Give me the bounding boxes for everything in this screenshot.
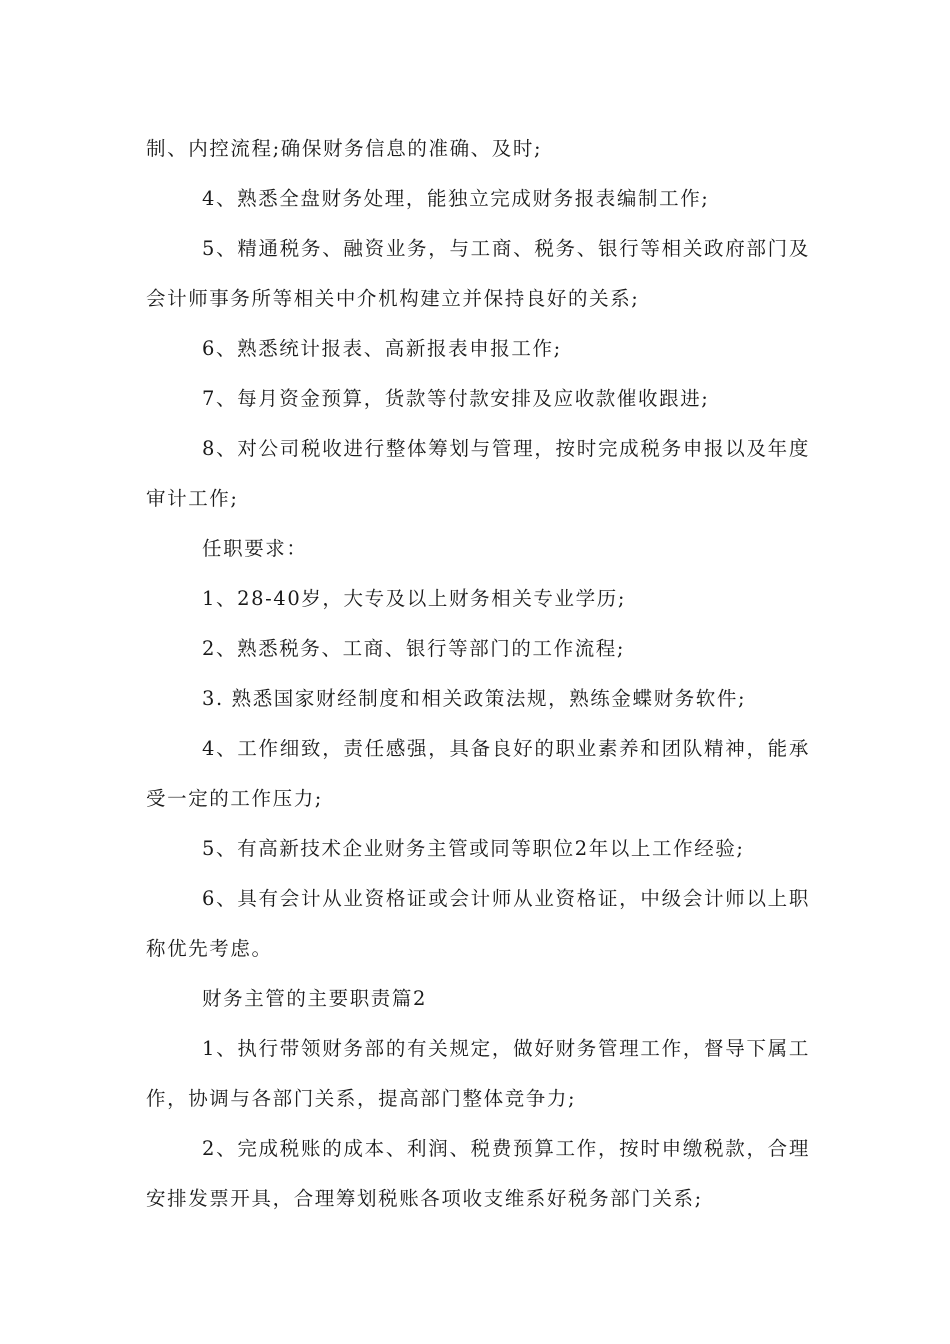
section-heading-part-2: 财务主管的主要职责篇2 <box>202 987 428 1010</box>
paragraph-3: 5、精通税务、融资业务，与工商、税务、银行等相关政府部门及会计师事务所等相关中介机构建立并保持良好的关系; <box>146 237 810 310</box>
paragraph-11: 4、工作细致，责任感强，具备良好的职业素养和团队精神，能承受一定的工作压力; <box>146 737 810 810</box>
document-body <box>146 124 810 1224</box>
paragraph-12: 5、有高新技术企业财务主管或同等职位2年以上工作经验; <box>202 837 745 860</box>
paragraph-16: 2、完成税账的成本、利润、税费预算工作，按时申缴税款，合理安排发票开具，合理筹划税账各项收支维系好税务部门关系; <box>146 1137 810 1210</box>
paragraph-6: 8、对公司税收进行整体筹划与管理，按时完成税务申报以及年度审计工作; <box>146 437 810 510</box>
paragraph-9: 2、熟悉税务、工商、银行等部门的工作流程; <box>202 637 626 660</box>
paragraph-8: 1、28-40岁，大专及以上财务相关专业学历; <box>202 587 626 610</box>
paragraph-5: 7、每月资金预算，货款等付款安排及应收款催收跟进; <box>202 387 710 410</box>
paragraph-4: 6、熟悉统计报表、高新报表申报工作; <box>202 337 562 360</box>
paragraph-10: 3. 熟悉国家财经制度和相关政策法规，熟练金蝶财务软件; <box>202 687 747 710</box>
paragraph-13: 6、具有会计从业资格证或会计师从业资格证，中级会计师以上职称优先考虑。 <box>146 887 810 960</box>
paragraph-2: 4、熟悉全盘财务处理，能独立完成财务报表编制工作; <box>202 187 710 210</box>
paragraph-15: 1、执行带领财务部的有关规定，做好财务管理工作，督导下属工作，协调与各部门关系，提高部门整体竞争力; <box>146 1037 810 1110</box>
paragraph-1: 制、内控流程;确保财务信息的准确、及时; <box>146 137 543 160</box>
section-heading-requirements: 任职要求： <box>202 537 308 560</box>
